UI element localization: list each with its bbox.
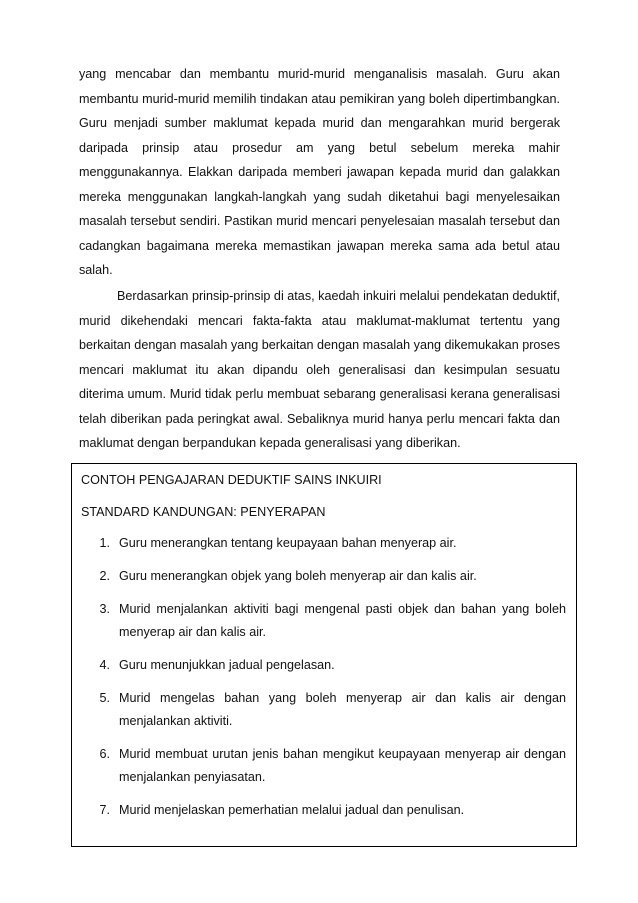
paragraph-1: yang mencabar dan membantu murid-murid menganalisis masalah. Guru akan membantu murid-murid memilih tindakan atau pemikiran yang boleh dipertimbangkan. Guru menjadi sumber maklumat kepada murid dan mengarahkan murid bergerak daripada prinsip atau prosedur am yang betul sebelum mereka mahir menggunakannya. Elakkan daripada memberi jawapan kepada murid dan galakkan mereka menggunakan langkah-langkah yang sudah diketahui bagi menyelesaikan masalah tersebut sendiri. Pastikan murid mencari penyelesaian masalah tersebut dan cadangkan bagaimana mereka memastikan jawapan mereka sama ada betul atau salah. (79, 67, 560, 277)
list-item (81, 598, 566, 644)
step-text: Murid menjelaskan pemerhatian melalui jadual dan penulisan. (119, 803, 465, 817)
step-number: 7. (99, 803, 110, 817)
list-item (81, 565, 566, 588)
box-subtitle: STANDARD KANDUNGAN: PENYERAPAN (81, 505, 326, 519)
box-title: CONTOH PENGAJARAN DEDUKTIF SAINS INKUIRI (81, 473, 382, 487)
list-item (81, 687, 566, 733)
step-text: Guru menerangkan tentang keupayaan bahan menyerap air. (119, 536, 457, 550)
step-number: 5. (99, 691, 110, 705)
step-number: 4. (99, 658, 110, 672)
step-number: 1. (99, 536, 110, 550)
step-number: 6. (99, 747, 110, 761)
list-item (81, 743, 566, 789)
step-text: Murid mengelas bahan yang boleh menyerap air dan kalis air dengan menjalankan aktiviti. (119, 691, 566, 728)
list-item (81, 532, 566, 555)
step-text: Murid membuat urutan jenis bahan mengikut keupayaan menyerap air dengan menjalankan penyiasatan. (119, 747, 566, 784)
step-text: Murid menjalankan aktiviti bagi mengenal pasti objek dan bahan yang boleh menyerap air dan kalis air. (119, 602, 566, 639)
step-text: Guru menunjukkan jadual pengelasan. (119, 658, 335, 672)
step-number: 3. (99, 602, 110, 616)
steps-list (81, 532, 566, 822)
paragraph-2: Berdasarkan prinsip-prinsip di atas, kaedah inkuiri melalui pendekatan deduktif, murid dikehendaki mencari fakta-fakta atau maklumat-maklumat tertentu yang berkaitan dengan masalah yang berkaitan dengan masalah yang dikemukakan proses mencari maklumat itu akan dipandu oleh generalisasi dan kesimpulan sesuatu diterima umum. Murid tidak perlu membuat sebarang generalisasi kerana generalisasi telah diberikan pada peringkat awal. Sebaliknya murid hanya perlu mencari fakta dan maklumat dengan berpandukan kepada generalisasi yang diberikan. (79, 289, 560, 450)
step-text: Guru menerangkan objek yang boleh menyerap air dan kalis air. (119, 569, 477, 583)
list-item (81, 799, 566, 822)
step-number: 2. (99, 569, 110, 583)
list-item (81, 654, 566, 677)
example-box (71, 463, 577, 847)
